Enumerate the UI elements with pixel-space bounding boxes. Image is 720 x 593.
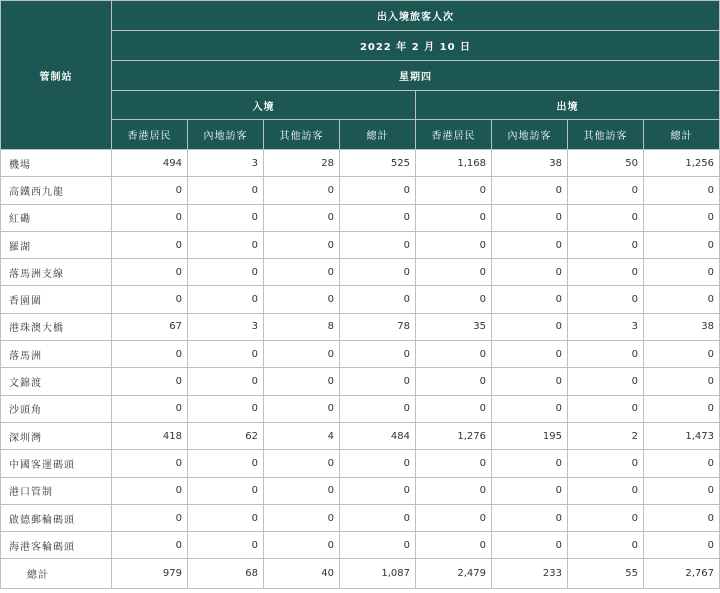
value-cell: 0 <box>188 231 264 258</box>
value-cell: 0 <box>188 177 264 204</box>
value-cell: 0 <box>264 477 340 504</box>
arrival-group-header: 入境 <box>112 91 416 120</box>
total-row <box>1 559 720 589</box>
value-cell: 0 <box>264 177 340 204</box>
value-cell: 0 <box>568 504 644 531</box>
station-name: 香園圍 <box>1 286 112 313</box>
value-cell: 0 <box>340 532 416 559</box>
value-cell: 0 <box>112 450 188 477</box>
table-row <box>1 450 720 477</box>
station-name: 港口管制 <box>1 477 112 504</box>
station-name: 深圳灣 <box>1 422 112 449</box>
station-name: 港珠澳大橋 <box>1 313 112 340</box>
value-cell: 0 <box>568 532 644 559</box>
station-name: 落馬洲 <box>1 341 112 368</box>
value-cell: 525 <box>340 150 416 177</box>
departure-group-header: 出境 <box>416 91 720 120</box>
value-cell: 0 <box>340 204 416 231</box>
value-cell: 0 <box>644 504 720 531</box>
value-cell: 62 <box>188 422 264 449</box>
table-row <box>1 341 720 368</box>
value-cell: 28 <box>264 150 340 177</box>
value-cell: 0 <box>112 504 188 531</box>
value-cell: 0 <box>644 532 720 559</box>
value-cell: 0 <box>188 368 264 395</box>
value-cell: 1,087 <box>340 559 416 589</box>
value-cell: 0 <box>644 395 720 422</box>
value-cell: 0 <box>112 368 188 395</box>
value-cell: 0 <box>568 450 644 477</box>
value-cell: 0 <box>112 231 188 258</box>
value-cell: 0 <box>340 341 416 368</box>
value-cell: 50 <box>568 150 644 177</box>
value-cell: 0 <box>112 286 188 313</box>
station-name: 海港客輪碼頭 <box>1 532 112 559</box>
value-cell: 0 <box>644 450 720 477</box>
table-row <box>1 204 720 231</box>
value-cell: 0 <box>492 231 568 258</box>
value-cell: 0 <box>112 177 188 204</box>
station-name: 中國客運碼頭 <box>1 450 112 477</box>
value-cell: 0 <box>112 532 188 559</box>
value-cell: 0 <box>416 532 492 559</box>
value-cell: 0 <box>416 504 492 531</box>
table-row <box>1 259 720 286</box>
value-cell: 0 <box>416 450 492 477</box>
value-cell: 2 <box>568 422 644 449</box>
value-cell: 0 <box>264 395 340 422</box>
value-cell: 0 <box>264 450 340 477</box>
value-cell: 0 <box>340 259 416 286</box>
value-cell: 0 <box>416 395 492 422</box>
table-row <box>1 286 720 313</box>
value-cell: 979 <box>112 559 188 589</box>
value-cell: 0 <box>340 368 416 395</box>
table-row <box>1 177 720 204</box>
total-label: 總計 <box>1 559 112 589</box>
station-name: 沙頭角 <box>1 395 112 422</box>
value-cell: 0 <box>568 177 644 204</box>
column-header: 其他訪客 <box>264 120 340 150</box>
value-cell: 38 <box>492 150 568 177</box>
table-row <box>1 504 720 531</box>
station-name: 機場 <box>1 150 112 177</box>
value-cell: 0 <box>340 504 416 531</box>
value-cell: 0 <box>492 286 568 313</box>
value-cell: 0 <box>416 341 492 368</box>
value-cell: 0 <box>188 477 264 504</box>
value-cell: 0 <box>188 504 264 531</box>
value-cell: 0 <box>492 313 568 340</box>
value-cell: 0 <box>644 368 720 395</box>
value-cell: 0 <box>188 532 264 559</box>
value-cell: 0 <box>492 395 568 422</box>
value-cell: 484 <box>340 422 416 449</box>
value-cell: 0 <box>568 368 644 395</box>
value-cell: 0 <box>644 341 720 368</box>
column-header: 內地訪客 <box>188 120 264 150</box>
value-cell: 0 <box>568 231 644 258</box>
value-cell: 2,479 <box>416 559 492 589</box>
table-row <box>1 422 720 449</box>
date-header: 2022 年 2 月 10 日 <box>112 31 720 61</box>
value-cell: 0 <box>112 341 188 368</box>
value-cell: 78 <box>340 313 416 340</box>
station-column-header: 管制站 <box>1 1 112 150</box>
value-cell: 0 <box>340 231 416 258</box>
value-cell: 0 <box>188 341 264 368</box>
value-cell: 0 <box>264 532 340 559</box>
value-cell: 0 <box>112 204 188 231</box>
value-cell: 0 <box>188 204 264 231</box>
column-header: 其他訪客 <box>568 120 644 150</box>
station-name: 高鐵西九龍 <box>1 177 112 204</box>
value-cell: 68 <box>188 559 264 589</box>
value-cell: 0 <box>112 477 188 504</box>
value-cell: 0 <box>112 259 188 286</box>
table-row <box>1 368 720 395</box>
value-cell: 494 <box>112 150 188 177</box>
value-cell: 1,473 <box>644 422 720 449</box>
value-cell: 0 <box>264 504 340 531</box>
value-cell: 2,767 <box>644 559 720 589</box>
column-header: 總計 <box>644 120 720 150</box>
table-row <box>1 231 720 258</box>
value-cell: 0 <box>188 259 264 286</box>
value-cell: 3 <box>188 150 264 177</box>
value-cell: 8 <box>264 313 340 340</box>
value-cell: 0 <box>188 395 264 422</box>
value-cell: 35 <box>416 313 492 340</box>
value-cell: 0 <box>416 177 492 204</box>
table-row <box>1 477 720 504</box>
value-cell: 0 <box>644 204 720 231</box>
table-row <box>1 532 720 559</box>
station-name: 落馬洲支線 <box>1 259 112 286</box>
value-cell: 0 <box>644 477 720 504</box>
station-name: 羅湖 <box>1 231 112 258</box>
value-cell: 3 <box>188 313 264 340</box>
column-header: 香港居民 <box>112 120 188 150</box>
station-name: 文錦渡 <box>1 368 112 395</box>
value-cell: 0 <box>264 286 340 313</box>
value-cell: 0 <box>340 177 416 204</box>
value-cell: 233 <box>492 559 568 589</box>
value-cell: 1,256 <box>644 150 720 177</box>
value-cell: 0 <box>264 341 340 368</box>
value-cell: 3 <box>568 313 644 340</box>
value-cell: 0 <box>340 395 416 422</box>
value-cell: 38 <box>644 313 720 340</box>
value-cell: 0 <box>340 450 416 477</box>
value-cell: 0 <box>492 477 568 504</box>
value-cell: 0 <box>492 177 568 204</box>
value-cell: 0 <box>264 204 340 231</box>
value-cell: 0 <box>492 504 568 531</box>
value-cell: 0 <box>416 368 492 395</box>
value-cell: 0 <box>340 477 416 504</box>
value-cell: 0 <box>492 341 568 368</box>
value-cell: 1,168 <box>416 150 492 177</box>
column-header: 總計 <box>340 120 416 150</box>
weekday-header: 星期四 <box>112 61 720 91</box>
value-cell: 0 <box>264 368 340 395</box>
value-cell: 0 <box>492 204 568 231</box>
value-cell: 0 <box>264 259 340 286</box>
station-name: 紅磡 <box>1 204 112 231</box>
value-cell: 0 <box>492 259 568 286</box>
value-cell: 0 <box>568 204 644 231</box>
value-cell: 0 <box>568 395 644 422</box>
value-cell: 0 <box>568 259 644 286</box>
table-title: 出入境旅客人次 <box>112 1 720 31</box>
value-cell: 0 <box>112 395 188 422</box>
value-cell: 418 <box>112 422 188 449</box>
value-cell: 0 <box>264 231 340 258</box>
column-header: 香港居民 <box>416 120 492 150</box>
value-cell: 0 <box>492 450 568 477</box>
value-cell: 0 <box>568 341 644 368</box>
value-cell: 0 <box>644 177 720 204</box>
table-row <box>1 150 720 177</box>
value-cell: 55 <box>568 559 644 589</box>
value-cell: 0 <box>492 368 568 395</box>
value-cell: 0 <box>568 477 644 504</box>
value-cell: 0 <box>416 286 492 313</box>
value-cell: 0 <box>416 204 492 231</box>
value-cell: 0 <box>188 286 264 313</box>
value-cell: 195 <box>492 422 568 449</box>
value-cell: 4 <box>264 422 340 449</box>
value-cell: 0 <box>340 286 416 313</box>
station-name: 啟德郵輪碼頭 <box>1 504 112 531</box>
value-cell: 0 <box>188 450 264 477</box>
value-cell: 0 <box>492 532 568 559</box>
value-cell: 0 <box>416 477 492 504</box>
value-cell: 0 <box>568 286 644 313</box>
table-row <box>1 395 720 422</box>
table-row <box>1 313 720 340</box>
value-cell: 40 <box>264 559 340 589</box>
value-cell: 0 <box>644 231 720 258</box>
column-header: 內地訪客 <box>492 120 568 150</box>
value-cell: 0 <box>416 259 492 286</box>
value-cell: 0 <box>416 231 492 258</box>
value-cell: 1,276 <box>416 422 492 449</box>
value-cell: 0 <box>644 259 720 286</box>
value-cell: 67 <box>112 313 188 340</box>
value-cell: 0 <box>644 286 720 313</box>
